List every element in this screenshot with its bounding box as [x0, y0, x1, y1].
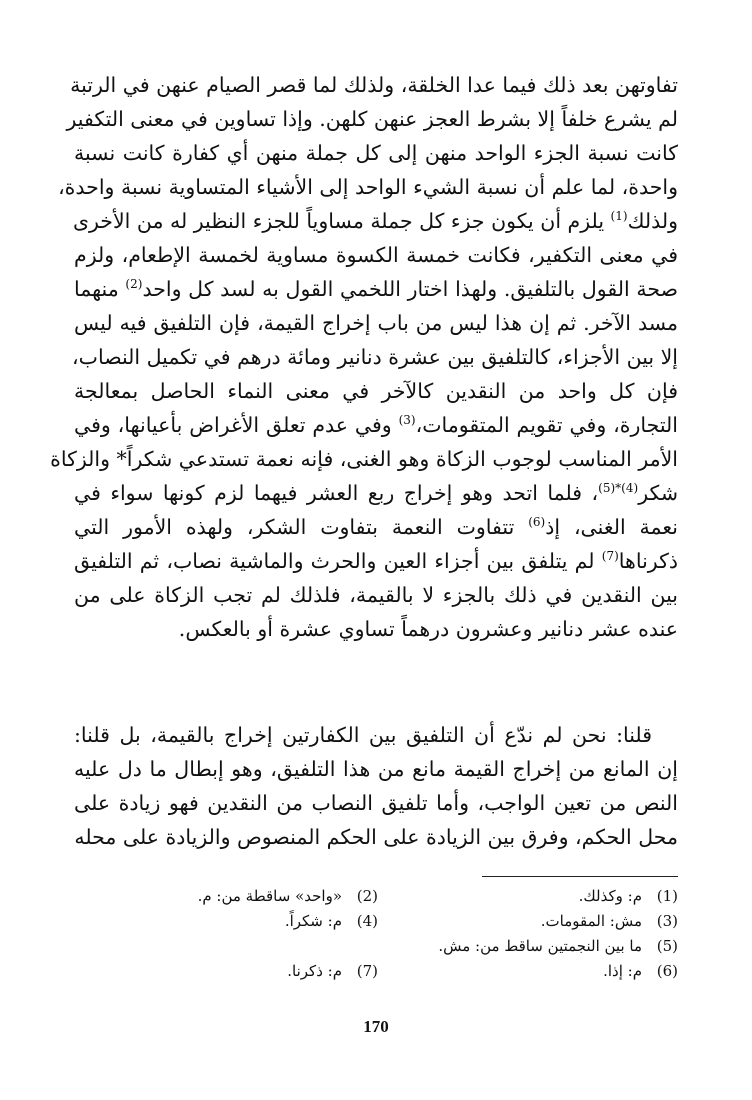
text-run: ولذلك: [627, 209, 678, 233]
main-paragraph: [50, 68, 678, 646]
footnote-number: (4): [356, 912, 378, 930]
text-run: صحة القول بالتلفيق. ولهذا اختار اللخمي القول به لسد كل واحد: [142, 277, 678, 301]
footnote-marker: (1): [610, 209, 628, 224]
text-run: يلزم أن يكون جزء كل جملة مساوياً للجزء النظير له من الأخرى: [72, 209, 611, 233]
footnote-text: م: شكراً.: [284, 912, 342, 930]
footnote-text: ما بين النجمتين ساقط من: مش.: [438, 937, 642, 955]
text-run: منهما: [74, 277, 126, 301]
text-line: [74, 544, 678, 578]
text-run: التجارة، وفي تقويم المتقومات،: [415, 413, 678, 437]
text-line: في معنى التكفير، فكانت خمسة الكسوة مساوية لخمسة الإطعام، ولزم: [74, 243, 678, 267]
text-line: إلا بين الأجزاء، كالتلفيق بين عشرة دنانير ومائة درهم في تكميل النصاب،: [72, 345, 678, 369]
footnote-marker: (4)*(5): [598, 481, 639, 496]
text-line: قلنا: نحن لم ندّع أن التلفيق بين الكفارتين إخراج بالقيمة، بل قلنا:: [74, 723, 652, 747]
text-run: نعمة الغنى، إذ: [545, 515, 678, 539]
footnote-row: [74, 959, 678, 984]
footnote: [378, 909, 678, 934]
footnote-text: م: وكذلك.: [578, 887, 642, 905]
footnote-number: (2): [356, 887, 378, 905]
text-line: فإن كل واحد من النقدين كالآخر في معنى النماء الحاصل بمعالجة: [74, 379, 678, 403]
footnote-marker: (2): [125, 277, 143, 292]
footnote-number: (6): [656, 962, 678, 980]
footnote-text: م: إذا.: [603, 962, 642, 980]
footnote-marker: (7): [601, 549, 619, 564]
footnote-row: [74, 934, 678, 959]
text-line: لم يشرع خلفاً إلا بشرط العجز عنهن كلهن. وإذا تساوين في معنى التكفير: [66, 107, 678, 131]
footnote: [78, 884, 378, 909]
footnote-number: (5): [656, 937, 678, 955]
text-line: عنده عشر دنانير وعشرون درهماً تساوي عشرة أو بالعكس.: [178, 617, 678, 641]
text-run: ، فلما اتحد وهو إخراج ربع العشر فيهما لزم كونها سواء في: [74, 481, 599, 505]
footnote-text: مش: المقومات.: [540, 912, 642, 930]
text-line: بين النقدين في ذلك بالجزء لا بالقيمة، فلذلك لم تجب الزكاة على من: [74, 583, 678, 607]
text-line: كانت نسبة الجزء الواحد منهن إلى كل جملة منهن أي كفارة كانت نسبة: [74, 141, 678, 165]
text-run: تتفاوت النعمة بتفاوت الشكر، ولهذه الأمور التي: [74, 515, 529, 539]
footnote-text: م: ذكرنا.: [287, 962, 342, 980]
page-number: 170: [363, 1017, 389, 1036]
footnote-marker: (3): [398, 413, 416, 428]
text-run: لم يتلفق بين أجزاء العين والحرث والماشية نصاب، ثم التلفيق: [74, 549, 602, 573]
footnotes: [74, 884, 678, 984]
text-run: ذكرناها: [618, 549, 678, 573]
footnote-marker: (6): [528, 515, 546, 530]
text-run: وفي عدم تعلق الأغراض بأعيانها، وفي: [74, 413, 399, 437]
footnote-number: (3): [656, 912, 678, 930]
footnote-row: [74, 909, 678, 934]
footnote: [378, 884, 678, 909]
text-line: [74, 476, 678, 510]
text-line: [74, 408, 678, 442]
text-line: إن المانع من إخراج القيمة مانع من هذا التلفيق، وهو إبطال ما دل عليه: [74, 757, 678, 781]
text-line: تفاوتهن بعد ذلك فيما عدا الخلقة، ولذلك لما قصر الصيام عنهن في الرتبة: [70, 73, 678, 97]
reply-paragraph: [74, 718, 678, 854]
footnote-number: (7): [356, 962, 378, 980]
text-run: شكر: [638, 481, 678, 505]
footnote: [78, 959, 378, 984]
footnote-row: [74, 884, 678, 909]
footnote-text: «واحد» ساقطة من: م.: [197, 887, 342, 905]
footnote-separator: [482, 876, 678, 877]
footnote: [378, 934, 678, 959]
text-line: الأمر المناسب لوجوب الزكاة وهو الغنى، فإنه نعمة تستدعي شكراً* والزكاة: [50, 447, 678, 471]
text-line: [74, 272, 678, 306]
text-line: محل الحكم، وفرق بين الزيادة على الحكم المنصوص والزيادة على محله: [74, 825, 678, 849]
text-line: [74, 510, 678, 544]
text-line: النص من تعين الواجب، وأما تلفيق النصاب من النقدين فهو زيادة على: [74, 791, 678, 815]
text-line: واحدة، لما علم أن نسبة الشيء الواحد إلى الأشياء المتساوية نسبة واحدة،: [58, 175, 678, 199]
text-line: مسد الآخر. ثم إن هذا ليس من باب إخراج القيمة، فإن التلفيق فيه ليس: [74, 311, 678, 335]
footnote: [378, 959, 678, 984]
footnote: [78, 909, 378, 934]
text-line: [74, 204, 678, 238]
footnote-number: (1): [656, 887, 678, 905]
